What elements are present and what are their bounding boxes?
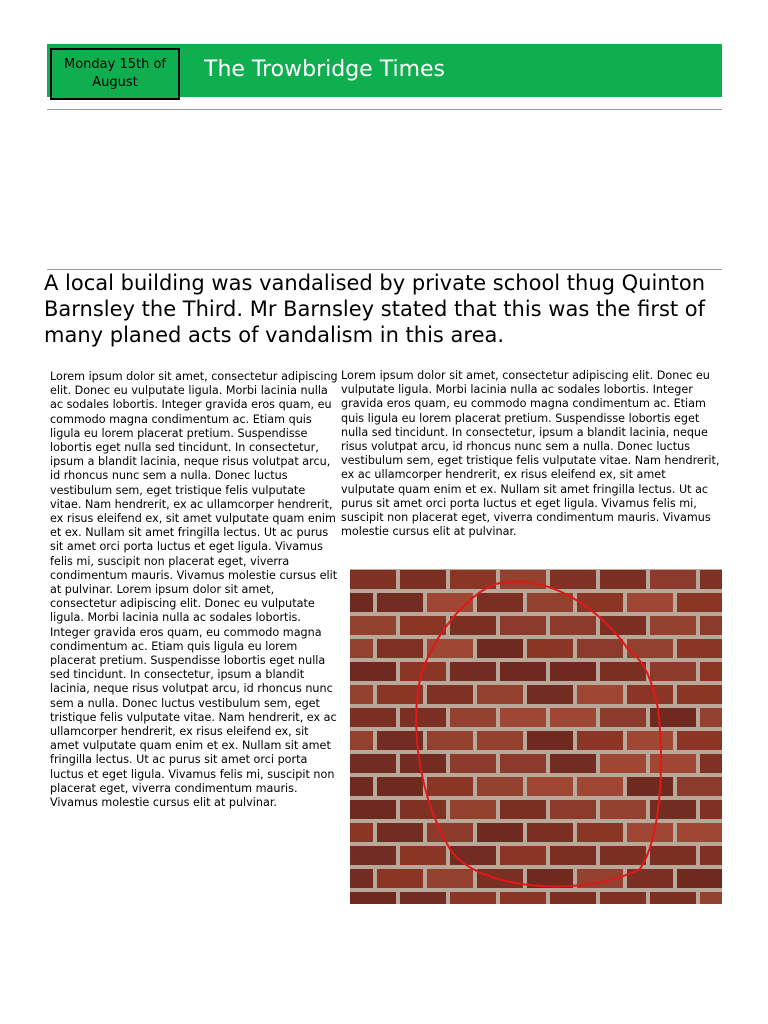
brick <box>350 593 373 612</box>
brick <box>550 892 596 904</box>
brick <box>350 869 373 888</box>
brick <box>427 869 473 888</box>
brick <box>500 800 546 819</box>
brick <box>450 708 496 727</box>
brick <box>350 823 373 842</box>
brick <box>350 892 396 904</box>
brick <box>500 616 546 635</box>
brick <box>350 754 396 773</box>
brick-wall-photo <box>350 569 722 904</box>
brick <box>377 593 423 612</box>
brick <box>550 800 596 819</box>
brick <box>450 616 496 635</box>
brick <box>500 708 546 727</box>
brick <box>600 892 646 904</box>
article-column-left: Lorem ipsum dolor sit amet, consectetur adipiscing elit. Donec eu vulputate ligula. Morbi lacinia nulla ac sodales lobortis. Integer gravida eros quam, eu commodo magna condimentum ac. Etiam quis ligula eu lorem placerat pretium. Suspendisse lobortis eget nulla sed tincidunt. In consectetur, ipsum a blandit lacinia, neque risus volutpat arcu, id rhoncus nunc sem a nulla. Donec luctus vestibulum sem, eget tristique felis vulputate vitae. Nam hendrerit, ex ac ullamcorper hendrerit, ex risus eleifend ex, sit amet vulputate quam enim et ex. Nullam sit amet fringilla lectus. Ut ac purus sit amet orci porta luctus et eget ligula. Vivamus felis mi, suscipit non placerat eget, viverra condimentum mauris. Vivamus molestie cursus elit at pulvinar. Lorem ipsum dolor sit amet, consectetur adipiscing elit. Donec eu vulputate ligula. Morbi lacinia nulla ac sodales lobortis. Integer gravida eros quam, eu commodo magna condimentum ac. Etiam quis ligula eu lorem placerat pretium. Suspendisse lobortis eget nulla sed tincidunt. In consectetur, ipsum a blandit lacinia, neque risus volutpat arcu, id rhoncus nunc sem a nulla. Donec luctus vestibulum sem, eget tristique felis vulputate vitae. Nam hendrerit, ex ac ullamcorper hendrerit, ex risus eleifend ex, sit amet vulputate quam enim et ex. Nullam sit amet fringilla lectus. Ut ac purus sit amet orci porta luctus et eget ligula. Vivamus felis mi, suscipit non placerat eget, viverra condimentum mauris. Vivamus molestie cursus elit at pulvinar. <box>50 370 338 810</box>
brick <box>627 731 673 750</box>
brick <box>500 754 546 773</box>
brick <box>650 662 696 681</box>
brick <box>577 777 623 796</box>
brick <box>527 593 573 612</box>
brick <box>527 777 573 796</box>
brick <box>600 616 646 635</box>
brick <box>477 685 523 704</box>
brick <box>600 846 646 865</box>
brick <box>677 823 722 842</box>
brick <box>550 754 596 773</box>
brick <box>600 708 646 727</box>
brick <box>577 639 623 658</box>
brick <box>627 823 673 842</box>
brick <box>627 685 673 704</box>
brick <box>450 846 496 865</box>
brick <box>477 639 523 658</box>
brick <box>377 777 423 796</box>
bricks <box>350 570 722 904</box>
brick <box>500 662 546 681</box>
brick <box>577 685 623 704</box>
brick <box>650 846 696 865</box>
brick <box>700 662 722 681</box>
newspaper-title: The Trowbridge Times <box>204 57 446 82</box>
brick <box>450 662 496 681</box>
brick <box>400 570 446 589</box>
brick <box>450 800 496 819</box>
brick <box>400 754 446 773</box>
brick <box>677 731 722 750</box>
brick <box>627 777 673 796</box>
top-divider <box>47 109 722 110</box>
article-headline: A local building was vandalised by private school thug Quinton Barnsley the Third. Mr Barnsley stated that this was the first of many planed acts of vandalism in this area. <box>44 271 706 347</box>
brick <box>427 685 473 704</box>
brick <box>377 823 423 842</box>
brick <box>700 570 722 589</box>
brick <box>350 800 396 819</box>
brick <box>550 662 596 681</box>
brick <box>577 593 623 612</box>
brick <box>550 570 596 589</box>
brick <box>427 639 473 658</box>
brick <box>350 685 373 704</box>
brick <box>677 639 722 658</box>
brick <box>400 846 446 865</box>
brick <box>700 708 722 727</box>
brick <box>700 616 722 635</box>
brick <box>700 892 722 904</box>
brick <box>550 708 596 727</box>
brick <box>677 685 722 704</box>
brick <box>650 570 696 589</box>
brick <box>527 639 573 658</box>
brick <box>577 731 623 750</box>
brick <box>450 754 496 773</box>
brick <box>550 846 596 865</box>
brick <box>677 777 722 796</box>
brick <box>477 823 523 842</box>
brick <box>600 570 646 589</box>
brick <box>600 800 646 819</box>
brick <box>500 846 546 865</box>
brick <box>377 639 423 658</box>
brick <box>500 570 546 589</box>
brick <box>650 892 696 904</box>
article-column-right: Lorem ipsum dolor sit amet, consectetur adipiscing elit. Donec eu vulputate ligula. Morbi lacinia nulla ac sodales lobortis. Integer gravida eros quam, eu commodo magna condimentum ac. Etiam quis ligula eu lorem placerat pretium. Suspendisse lobortis eget nulla sed tincidunt. In consectetur, ipsum a blandit lacinia, neque risus volutpat arcu, id rhoncus nunc sem a nulla. Donec luctus vestibulum sem, eget tristique felis vulputate vitae. Nam hendrerit, ex ac ullamcorper hendrerit, ex risus eleifend ex, sit amet vulputate quam enim et ex. Nullam sit amet fringilla lectus. Ut ac purus sit amet orci porta luctus et eget ligula. Vivamus felis mi, suscipit non placerat eget, viverra condimentum mauris. Vivamus molestie cursus elit at pulvinar. <box>341 369 720 539</box>
brick <box>527 731 573 750</box>
brick <box>427 777 473 796</box>
brick <box>577 823 623 842</box>
brick <box>400 892 446 904</box>
brick <box>350 639 373 658</box>
brick <box>650 754 696 773</box>
brick <box>350 616 396 635</box>
brick <box>600 754 646 773</box>
brick <box>700 754 722 773</box>
brick <box>600 662 646 681</box>
brick <box>400 800 446 819</box>
brick <box>700 800 722 819</box>
brick <box>400 708 446 727</box>
date-box: Monday 15th of August <box>50 48 180 100</box>
brick <box>650 616 696 635</box>
brick <box>427 823 473 842</box>
brick <box>677 869 722 888</box>
brick <box>527 685 573 704</box>
brick <box>627 593 673 612</box>
brick <box>350 846 396 865</box>
brick <box>350 777 373 796</box>
brick <box>527 823 573 842</box>
brick <box>427 731 473 750</box>
brick <box>377 869 423 888</box>
brick <box>477 731 523 750</box>
brick <box>400 616 446 635</box>
brick <box>350 731 373 750</box>
brick <box>350 662 396 681</box>
brick <box>500 892 546 904</box>
brick <box>450 892 496 904</box>
brick <box>550 616 596 635</box>
brick <box>350 708 396 727</box>
brick <box>700 846 722 865</box>
brick <box>477 777 523 796</box>
brick <box>350 570 396 589</box>
brick <box>677 593 722 612</box>
brick <box>650 708 696 727</box>
brick <box>477 593 523 612</box>
